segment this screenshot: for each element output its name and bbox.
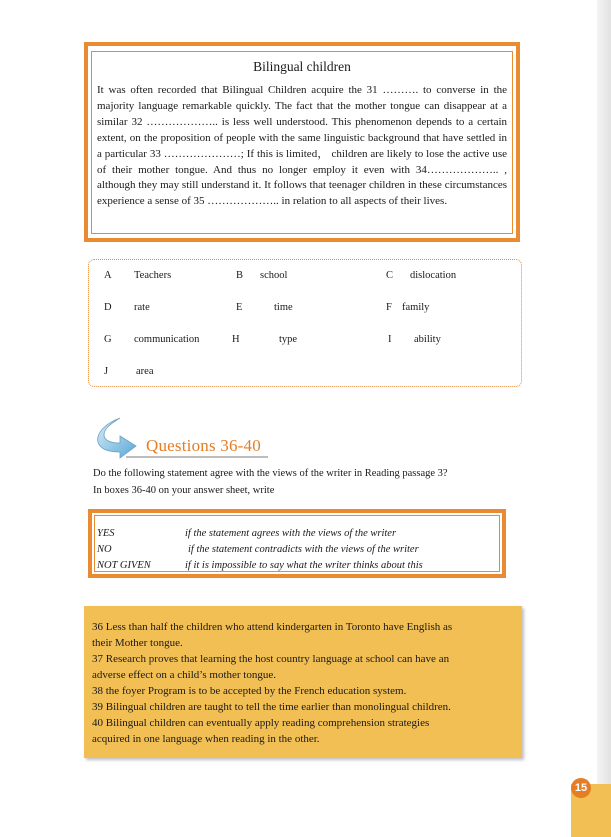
option-letter: B [236, 270, 244, 281]
passage-line: employ it even with 34……………….. , although they may still understand it. It [97, 163, 507, 192]
statement-line: 38 the foyer Program is to be accepted by the French education system. [92, 685, 407, 697]
option-letter: A [104, 270, 112, 281]
passage-line: 35 ……………….. in relation to all aspects of their lives. [193, 195, 448, 208]
statement-line: acquired in one language when reading in the other. [92, 733, 320, 745]
option-letter: E [236, 302, 243, 313]
option-word: school [260, 270, 288, 281]
option-letter: D [104, 302, 112, 313]
answer-definition: if the statement contradicts with the views of the writer [188, 544, 419, 555]
option-word: Teachers [134, 270, 172, 281]
answer-key-box [88, 509, 506, 578]
passage-box [84, 42, 520, 242]
passage-text [97, 83, 507, 210]
statement-line: adverse effect on a child’s mother tongue. [92, 669, 276, 681]
statements-box [84, 606, 522, 758]
statement-line: their Mother tongue. [92, 637, 183, 649]
answer-term: YES [97, 528, 115, 539]
statement-line: 40 Bilingual children can eventually apply reading comprehension strategies [92, 717, 430, 729]
option-letter: C [386, 270, 394, 281]
passage-line: It was often recorded that Bilingual Children acquire the 31 ………. to converse in [97, 84, 489, 96]
option-word: communication [134, 334, 200, 345]
statement-line: 39 Bilingual children are taught to tell the time earlier than monolingual children. [92, 701, 451, 713]
option-word: type [279, 334, 298, 345]
option-word: family [402, 302, 430, 313]
page-edge [597, 0, 611, 837]
answer-definition: if it is impossible to say what the writer thinks about this [185, 560, 423, 571]
passage-line: the majority language remarkable quickly. The fact that the mother tongue can [97, 84, 508, 112]
passage-inner [91, 51, 513, 234]
passage-line: follows that teenager children in these circumstances experience a sense of [97, 179, 508, 208]
answer-key-inner [94, 515, 500, 572]
swoosh-arrow-icon [90, 416, 146, 460]
option-letter: J [104, 366, 109, 377]
passage-title: Bilingual children [253, 59, 351, 74]
option-letter: I [388, 334, 392, 345]
answer-term: NO [97, 544, 112, 555]
word-options-box [88, 259, 522, 387]
option-word: ability [414, 334, 441, 345]
option-word: area [136, 366, 154, 377]
statement-line: 36 Less than half the children who attend kindergarten in Toronto have English as [92, 621, 453, 633]
passage-line: depends to a certain extent, on the proposition of people with the same linguistic [97, 115, 508, 144]
option-word: dislocation [410, 270, 457, 281]
answer-definition: if the statement agrees with the views of the writer [185, 528, 397, 539]
questions-heading: Questions 36-40 [146, 436, 261, 455]
heading-underline [126, 456, 268, 458]
instruction-line: In boxes 36-40 on your answer sheet, write [93, 485, 275, 496]
answer-term: NOT GIVEN [97, 560, 151, 571]
passage-line: disappear at a similar 32 ……………….. is less well understood. This phenomenon [97, 99, 508, 128]
option-word: time [274, 302, 293, 313]
statement-line: 37 Research proves that learning the host country language at school can have an [92, 653, 450, 665]
option-letter: H [232, 334, 240, 345]
page-number: 15 [571, 778, 591, 798]
instruction-line: Do the following statement agree with the views of the writer in Reading passage 3? [93, 468, 448, 479]
option-letter: G [104, 334, 112, 345]
passage-line: children are likely to lose the active use of their mother tongue. And thus no longer [97, 147, 508, 176]
option-word: rate [134, 302, 150, 313]
passage-line: background that have settled in a particular 33 …………………; If this is limited， [97, 131, 507, 160]
option-letter: F [386, 302, 392, 313]
